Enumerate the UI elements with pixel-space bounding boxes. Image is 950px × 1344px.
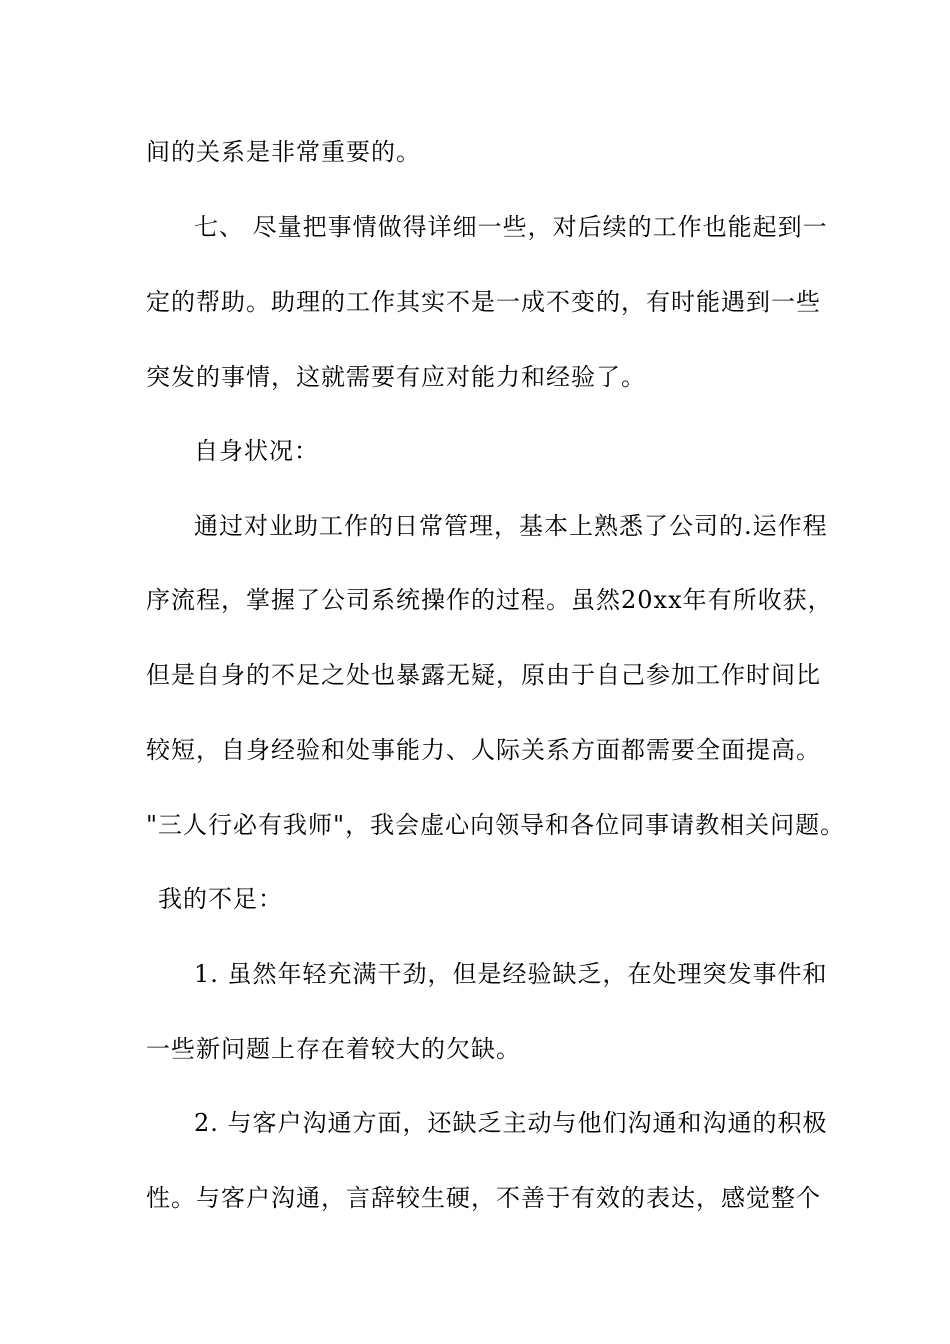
text-line-6: 通过对业助工作的日常管理，基本上熟悉了公司的.运作程 xyxy=(194,512,828,540)
text-line-3: 定的帮助。助理的工作其实不是一成不变的，有时能遇到一些 xyxy=(146,288,821,316)
section-heading-shortcomings: 我的不足： xyxy=(158,885,283,913)
text-line-4: 突发的事情，这就需要有应对能力和经验了。 xyxy=(146,363,646,391)
text-line-13: 一些新问题上存在着较大的欠缺。 xyxy=(146,1035,521,1063)
text-line-14: 2. 与客户沟通方面，还缺乏主动与他们沟通和沟通的积极 xyxy=(194,1109,828,1137)
text-line-10: "三人行必有我师"，我会虚心向领导和各位同事请教相关问题。 xyxy=(146,811,846,839)
section-heading-self-status: 自身状况： xyxy=(194,437,319,465)
text-line-7: 序流程，掌握了公司系统操作的过程。虽然20xx年有所收获， xyxy=(146,586,833,614)
text-line-8: 但是自身的不足之处也暴露无疑，原由于自己参加工作时间比 xyxy=(146,661,821,689)
text-line-12: 1. 虽然年轻充满干劲，但是经验缺乏，在处理突发事件和 xyxy=(194,960,828,988)
text-line-9: 较短，自身经验和处事能力、人际关系方面都需要全面提高。 xyxy=(146,736,821,764)
text-line-2: 七、 尽量把事情做得详细一些，对后续的工作也能起到一 xyxy=(194,213,828,241)
text-line-15: 性。与客户沟通，言辞较生硬，不善于有效的表达，感觉整个 xyxy=(146,1184,821,1212)
text-line-1: 间的关系是非常重要的。 xyxy=(146,138,421,166)
